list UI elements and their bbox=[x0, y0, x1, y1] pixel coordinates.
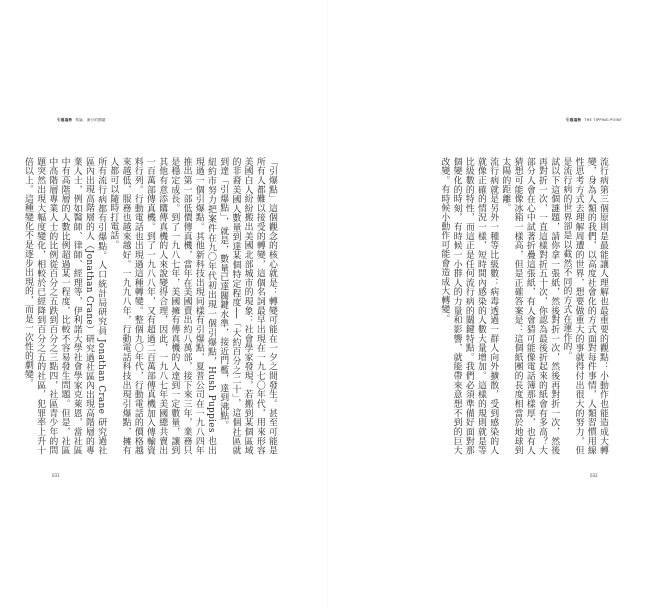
paragraph: 流行病就是另外一種等比級數：病毒透過一群人向外擴散，受到感染的人就像正確的情況一樣，短時間內感染的人數大量增加。這樣的規則就是等比級數的特性，而這正是任何流行病的關鍵特點。我們必須準備好面對那個變化的時刻，有時候一小群人的力量和影響，就能帶來意想不到的巨大改變。有時候小動作可能會造成大轉變。 bbox=[439, 157, 499, 455]
book-title-cn: 引爆趨勢 bbox=[57, 118, 73, 122]
book-title-en: THE TIPPING POINT bbox=[584, 118, 623, 122]
page-number-right: 032 bbox=[590, 473, 598, 478]
paragraph: 試以下這個謎題，請你拿一張紙，然後對折一次，然後再對折一次，然後再對折一次，一直這樣對折五十次，你認為最後折起來的紙會有多高？大部分人會在心中試著折疊這張紙，有人會猜可能像電話簿那樣厚，也有人猜想可能像冰箱一樣高，但是正確答案是：這個紙團的長度相當於地球到太陽的距離。 bbox=[500, 157, 560, 455]
running-header-right bbox=[566, 118, 622, 123]
right-page bbox=[328, 0, 655, 609]
left-page bbox=[0, 0, 327, 609]
running-header-left bbox=[57, 118, 106, 123]
body-text-right bbox=[352, 157, 609, 455]
section-title: 導論：流行的開端 bbox=[75, 118, 106, 122]
body-text-left bbox=[22, 157, 278, 455]
paragraph: 所有流行病都有引爆點。人口統計局研究員 Jonathan Crane 研究過社區內出現高階層的人（Jonathan Crane）研究過社區內出現高階層的專業人士，例如醫師、律師、經理等，伊利諾大學社會學家克萊恩，當社區中有高階層的人數比例超過某一程度，比較不容易發生問題。但是，社區中高階層專業人士的比例從百分之五跌到百分之三點四，社區青少年的問題突然出現大幅度變化，相較於已經降到百分之五的社區，犯罪率上升十倍以上。這種變化不是逐步出現的，而是一次性的劇變。 bbox=[22, 157, 107, 455]
paragraph: 流行病第三個原則是最能讓人理解也最重要的觀點：小動作也能造成大轉變，身為人類的我們，以高度社會化的方式面對每件事情，人類習慣用線性思考方式去理解周遭的世界，想要做重大的事就得付出很大的努力，但是流行病的世界卻是以截然不同的方式在運作的。 bbox=[561, 157, 608, 455]
paragraph: 紐約市努力把案件在九〇年代初出現一個引爆點，Hush Puppies 也出現過一個引爆點。其他新科技出現同樣有引爆點，夏普公司在一九八四年推出第一部低價傳真機，當年在美國賣出約八萬部，接下來三年，業務只是穩定成長。到了一九八七年，美國擁有傳真機的人達到一定數量，讓到其他有意添購傳真機的人來說變得合理，因此，一九八七年美國總共賣出一百萬部傳真機。到了一九八八年，又有超過二百萬部傳真機加入傳輸資料行列。行動電話也出現過這種轉變。整個九〇年代，行動電話的價格越來越低，服務也越來越好。一九九八年，行動電話科技出現引爆點，擁有人都可以隨時打電話。 bbox=[108, 157, 216, 455]
book-title-cn-right: 引爆趨勢 bbox=[566, 118, 582, 122]
page-number-left: 031 bbox=[52, 473, 60, 478]
paragraph: 「引爆點」這個觀念的核心就是：轉變可能在一夕之間發生。甚至可能是所有人都難以接受的轉變，這個名詞最早出現在一九七〇年代，用來形容美國白人紛紛搬出美國北部城市的現象：社會學家發現，若搬到某個區域的非裔美國人數量到達某個特定程度──「大約百分之二十」，這個社區就到達「引爆點」，就是，數量已達關鍵水準，接近門檻，達到沸點。 bbox=[218, 157, 277, 455]
